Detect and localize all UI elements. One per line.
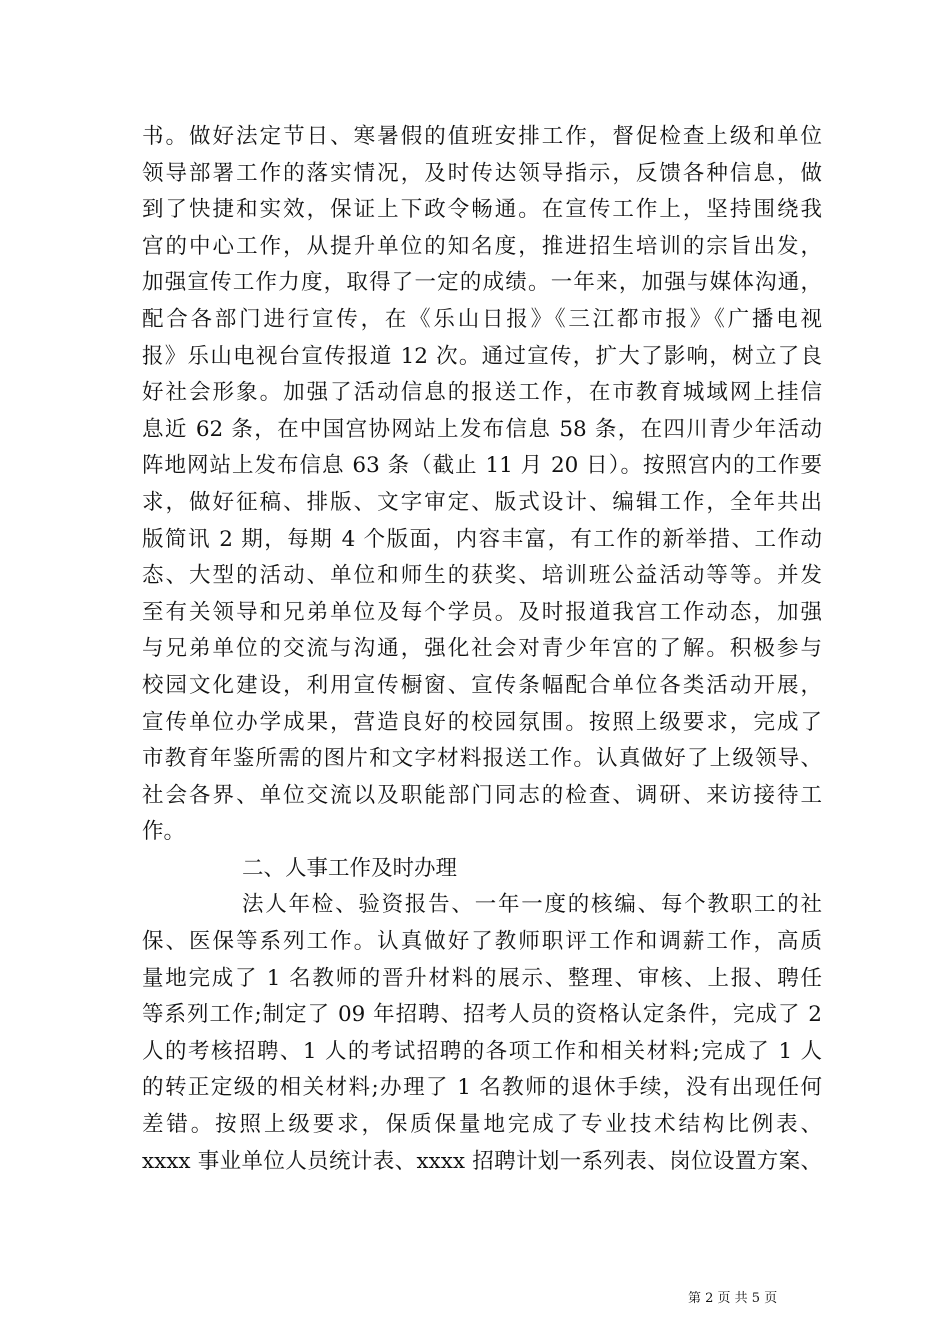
text-line: 加强宣传工作力度，取得了一定的成绩。一年来，加强与媒体沟通， — [142, 270, 822, 296]
text-line: 至有关领导和兄弟单位及每个学员。及时报道我宫工作动态，加强 — [142, 599, 822, 625]
text-line: 息近 62 条，在中国宫协网站上发布信息 58 条，在四川青少年活动 — [142, 416, 822, 442]
text-line: 的转正定级的相关材料;办理了 1 名教师的退休手续，没有出现任何 — [142, 1075, 822, 1101]
text-line: 领导部署工作的落实情况，及时传达领导指示，反馈各种信息，做 — [142, 160, 822, 186]
text-line: 社会各界、单位交流以及职能部门同志的检查、调研、来访接待工 — [142, 782, 822, 808]
text-line: 法人年检、验资报告、一年一度的核编、每个教职工的社 — [242, 892, 822, 918]
text-line: 等系列工作;制定了 09 年招聘、招考人员的资格认定条件，完成了 2 — [142, 1002, 822, 1028]
text-line: 与兄弟单位的交流与沟通，强化社会对青少年宫的了解。积极参与 — [142, 636, 822, 662]
text-line: 宫的中心工作，从提升单位的知名度，推进招生培训的宗旨出发， — [142, 233, 822, 259]
text-line: 书。做好法定节日、寒暑假的值班安排工作，督促检查上级和单位 — [142, 124, 822, 149]
text-line: 版简讯 2 期，每期 4 个版面，内容丰富，有工作的新举措、工作动 — [142, 526, 822, 552]
text-line: 报》乐山电视台宣传报道 12 次。通过宣传，扩大了影响，树立了良 — [142, 343, 822, 369]
text-line: 量地完成了 1 名教师的晋升材料的展示、整理、审核、上报、聘任 — [142, 965, 822, 991]
text-line: 求，做好征稿、排版、文字审定、版式设计、编辑工作，全年共出 — [142, 489, 822, 515]
text-line: 保、医保等系列工作。认真做好了教师职评工作和调薪工作，高质 — [142, 929, 822, 955]
text-line: 市教育年鉴所需的图片和文字材料报送工作。认真做好了上级领导、 — [142, 746, 822, 772]
text-line: 态、大型的活动、单位和师生的获奖、培训班公益活动等等。并发 — [142, 563, 822, 589]
section-heading: 二、人事工作及时办理 — [242, 855, 458, 881]
text-line: 人的考核招聘、1 人的考试招聘的各项工作和相关材料;完成了 1 人 — [142, 1038, 822, 1064]
text-line: 校园文化建设，利用宣传橱窗、宣传条幅配合单位各类活动开展， — [142, 672, 822, 698]
text-line: 好社会形象。加强了活动信息的报送工作，在市教育城域网上挂信 — [142, 380, 822, 406]
text-line: 阵地网站上发布信息 63 条（截止 11 月 20 日）。按照宫内的工作要 — [142, 453, 822, 479]
text-line: xxxx 事业单位人员统计表、xxxx 招聘计划一系列表、岗位设置方案、 — [142, 1148, 822, 1174]
text-line: 到了快捷和实效，保证上下政令畅通。在宣传工作上，坚持围绕我 — [142, 197, 822, 223]
body-text — [142, 119, 822, 1180]
text-line: 宣传单位办学成果，营造良好的校园氛围。按照上级要求，完成了 — [142, 709, 822, 735]
text-line: 配合各部门进行宣传，在《乐山日报》《三江都市报》《广播电视 — [142, 306, 822, 332]
page-number-footer: 第 2 页 共 5 页 — [688, 1291, 778, 1306]
text-line: 作。 — [142, 819, 186, 845]
text-line: 差错。按照上级要求，保质保量地完成了专业技术结构比例表、 — [142, 1112, 822, 1138]
